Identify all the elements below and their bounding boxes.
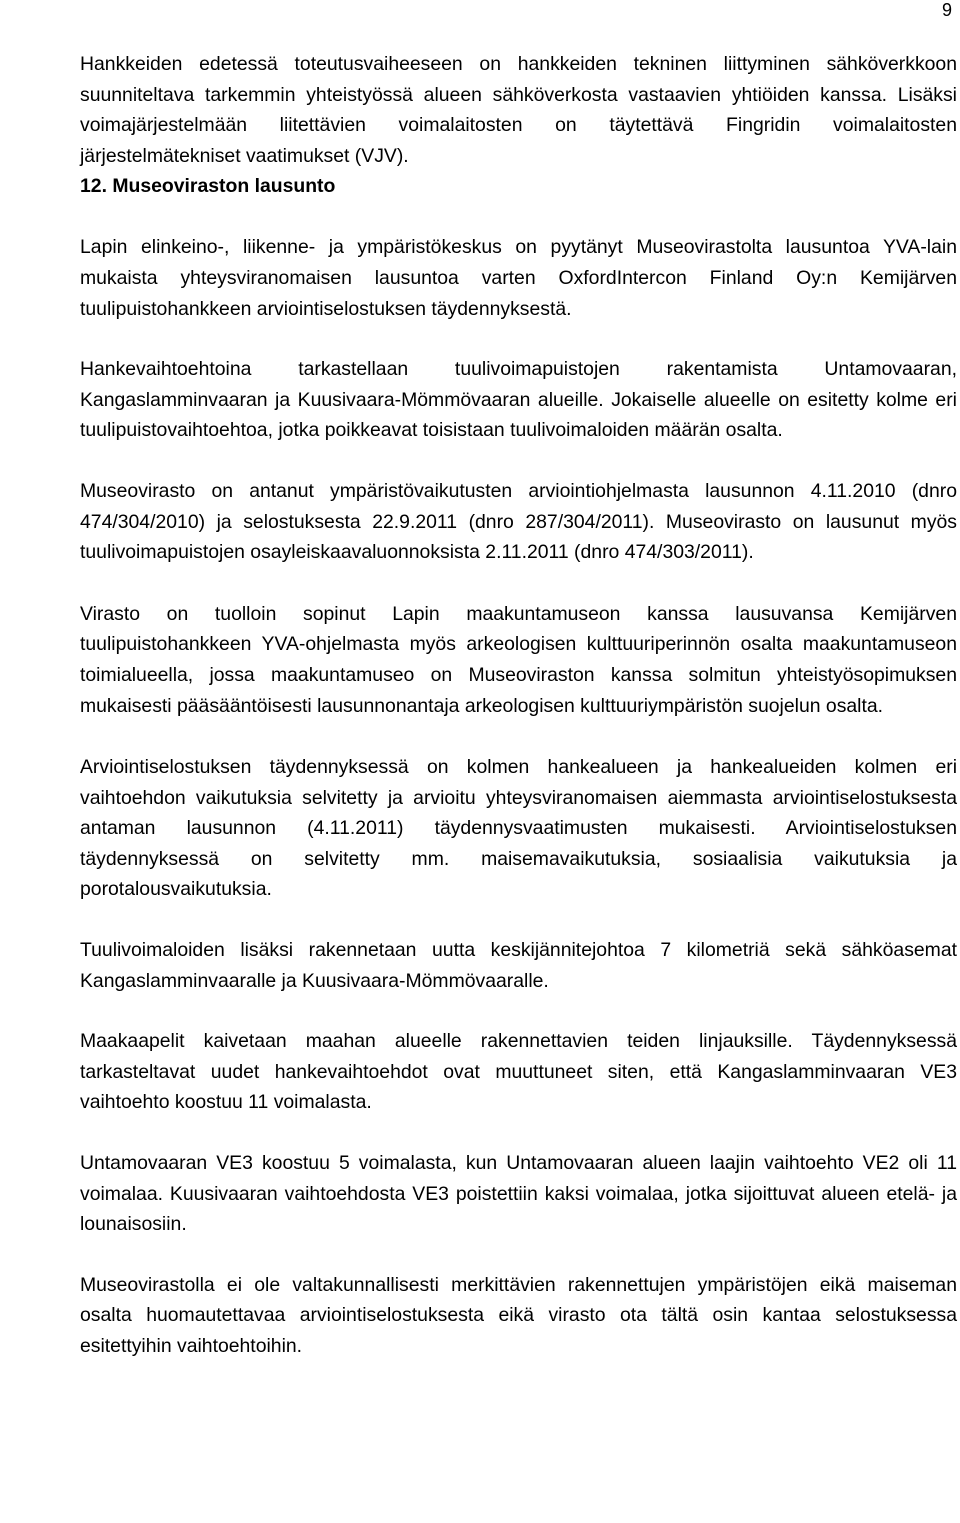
paragraph-agreement: Virasto on tuolloin sopinut Lapin maakuntamuseon kanssa lausuvansa Kemijärven tuulipuistohankkeen YVA-ohjelmasta myös arkeologisen kulttuuriperinnön osalta maakuntamuseon toimialueella, jossa maakuntamuseo on Museoviraston kanssa solmitun yhteistyösopimuksen mukaisesti pääsääntöisesti lausunnonantaja arkeologisen kulttuuriympäristön suojelun osalta. [80,602,957,717]
paragraph-ground-cables: Maakaapelit kaivetaan maahan alueelle rakennettavien teiden linjauksille. Täydennyksessä tarkasteltavat uudet hankevaihtoehdot ovat muuttuneet siten, että Kangaslamminvaaran VE3 vaihtoehto koostuu 11 voimalasta. [80,1030,957,1114]
paragraph-power-lines: Tuulivoimaloiden lisäksi rakennetaan uutta keskijännitejohtoa 7 kilometriä sekä sähköasemat Kangaslamminvaaralle ja Kuusivaara-Mömmövaaralle. [80,939,957,992]
paragraph-untamovaara: Untamovaaran VE3 koostuu 5 voimalasta, kun Untamovaaran alueen laajin vaihtoehto VE2 oli 11 voimalaa. Kuusivaaran vaihtoehdosta VE3 poistettiin kaksi voimalaa, jotka sijoittuvat alueen etelä- ja lounaisosiin. [80,1152,957,1236]
page-number: 9 [941,0,952,20]
paragraph-alternatives: Hankevaihtoehtoina tarkastellaan tuulivoimapuistojen rakentamista Untamovaaran, Kangaslamminvaaran ja Kuusivaara-Mömmövaaran alueille. Jokaiselle alueelle on esitetty kolme eri tuulipuistovaihtoehtoa, jotka poikkeavat toisistaan tuulivoimaloiden määrän osalta. [80,358,957,442]
paragraph-request: Lapin elinkeino-, liikenne- ja ympäristökeskus on pyytänyt Museovirastolta lausuntoa YVA-lain mukaista yhteysviranomaisen lausuntoa varten OxfordIntercon Finland Oy:n Kemijärven tuulipuistohankkeen arviointiselostuksen täydennyksestä. [80,236,957,320]
intro-paragraph: Hankkeiden edetessä toteutusvaiheeseen on hankkeiden tekninen liittyminen sähköverkkoon suunniteltava tarkemmin yhteistyössä alueen sähköverkosta vastaavien yhtiöiden kanssa. Lisäksi voimajärjestelmään liitettävien voimalaitosten on täytettävä Fingridin voimalaitosten järjestelmätekniset vaatimukset (VJV). [80,53,957,167]
paragraph-supplement: Arviointiselostuksen täydennyksessä on kolmen hankealueen ja hankealueiden kolmen eri vaihtoehdon vaikutuksia selvitetty ja arvioitu yhteysviranomaisen aiemmasta arviointiselostuksesta antaman lausunnon (4.11.2011) täydennysvaatimusten mukaisesti. Arviointiselostuksen täydennyksessä on selvitetty mm. maisemavaikutuksia, sosiaalisia vaikutuksia ja porotalousvaikutuksia. [80,756,957,901]
paragraph-previous-statements: Museovirasto on antanut ympäristövaikutusten arviointiohjelmasta lausunnon 4.11.2010 (dnro 474/304/2010) ja selostuksesta 22.9.2011 (dnro 287/304/2011). Museovirasto on lausunut myös tuulivoimapuistojen osayleiskaavaluonnoksista 2.11.2011 (dnro 474/303/2011). [80,479,957,564]
section-heading: 12. Museoviraston lausunto [80,175,336,198]
document-body [80,49,957,1362]
paragraph-conclusion: Museovirastolla ei ole valtakunnallisesti merkittävien rakennettujen ympäristöjen eikä maiseman osalta huomautettavaa arviointiselostuksesta eikä virasto ota tältä osin kantaa selostuksessa esitettyihin vaihtoehtoihin. [80,1273,957,1357]
